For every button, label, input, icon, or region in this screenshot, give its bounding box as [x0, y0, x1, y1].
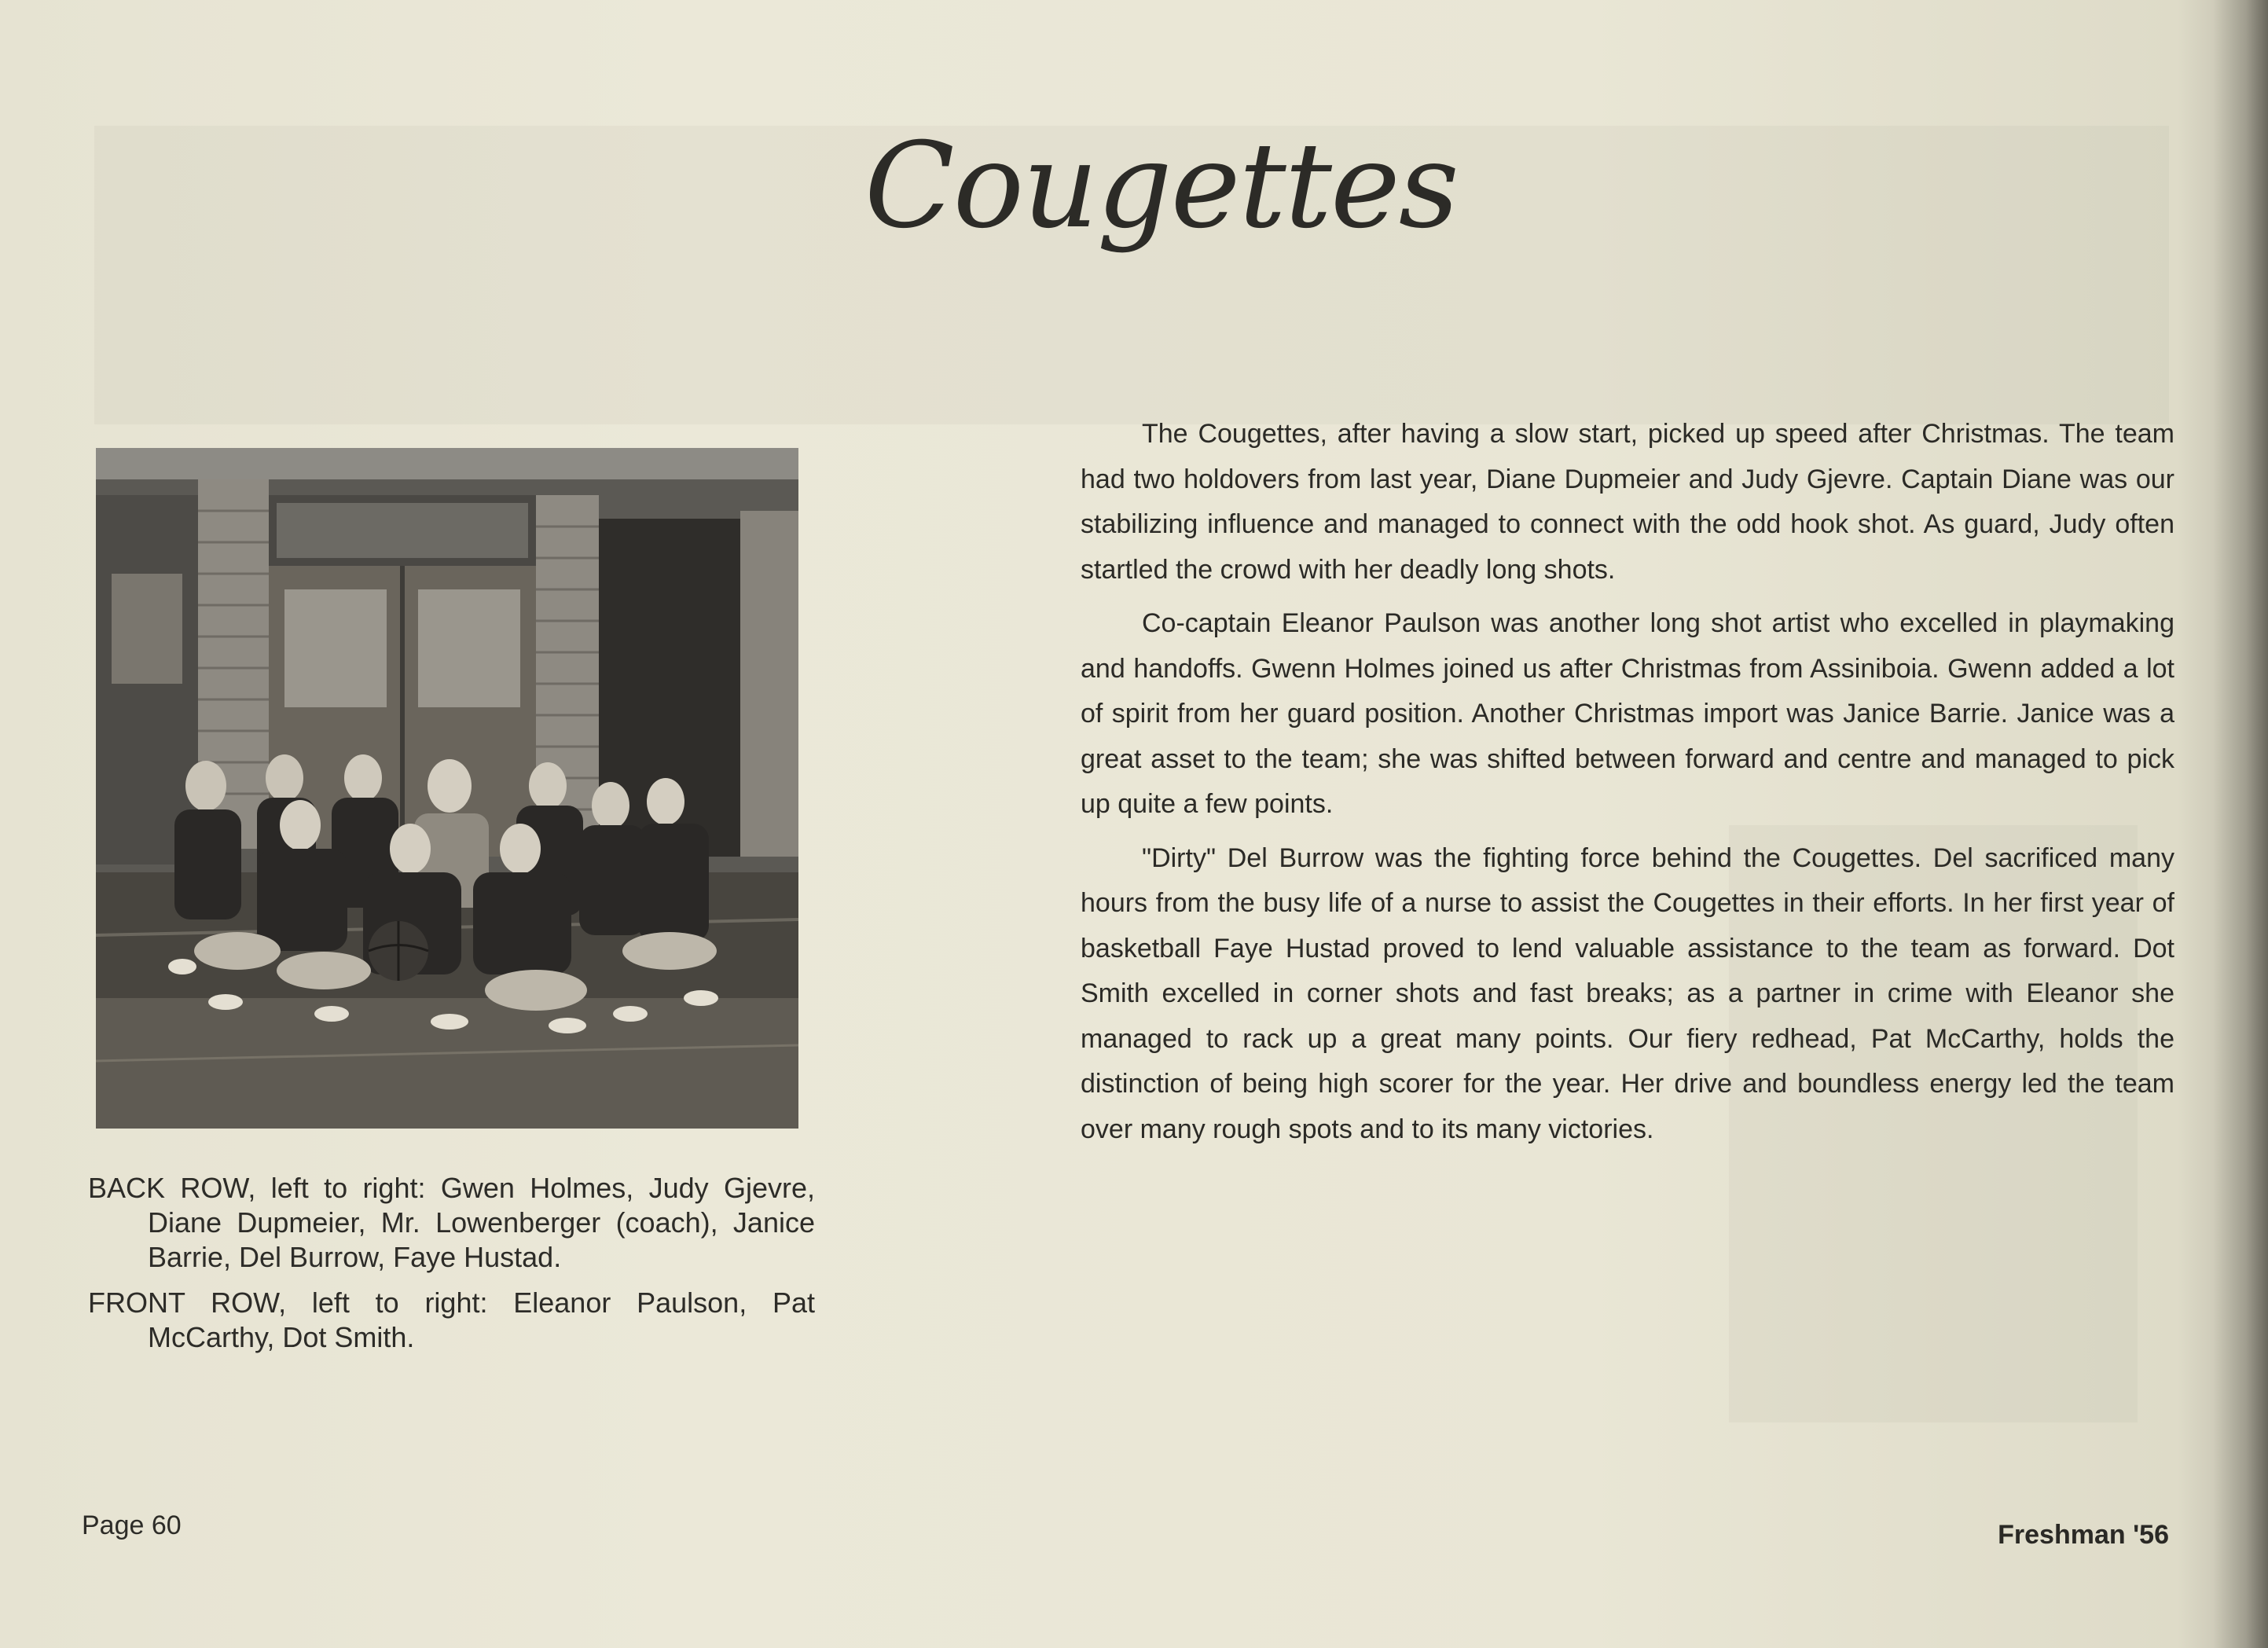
article-paragraph: The Cougettes, after having a slow start, picked up speed after Christmas. The team had two holdovers from last year, Diane Dupmeier and Judy Gjevre. Captain Diane was our stabilizing influence and managed to connect with the odd hook shot. As guard, Judy often startled the crowd with her deadly long shots.	[1081, 419, 2174, 585]
team-photo-image	[96, 448, 798, 1129]
article-paragraph: Co-captain Eleanor Paulson was another long shot artist who excelled in playmaking and handoffs. Gwenn Holmes joined us after Christmas from Assiniboia. Gwenn added a lot of spirit from her guard position. Another Christmas import was Janice Barrie. Janice was a great asset to the team; she was shifted between forward and centre and managed to pick up quite a few points.	[1081, 608, 2174, 819]
photo-caption-front-row	[88, 1286, 815, 1355]
page-title: Cougettes	[864, 118, 1458, 255]
article-body	[1081, 412, 2174, 1161]
photo-caption-back-row	[88, 1171, 815, 1275]
article-paragraph: "Dirty" Del Burrow was the fighting force behind the Cougettes. Del sacrificed many hours from the busy life of a nurse to assist the Cougettes in their efforts. In her first year of basketball Faye Hustad proved to lend valuable assistance to the team as forward. Dot Smith excelled in corner shots and fast breaks; as a partner in crime with Eleanor she managed to rack up a great many points. Our fiery redhead, Pat McCarthy, holds the distinction of being high scorer for the year. Her drive and boundless energy led the team over many rough spots and to its many victories.	[1081, 842, 2174, 1144]
caption-back-row-text: BACK ROW, left to right: Gwen Holmes, Judy Gjevre, Diane Dupmeier, Mr. Lowenberger (coach), Janice Barrie, Del Burrow, Faye Hustad.	[88, 1172, 815, 1273]
team-photo	[96, 448, 798, 1129]
page-number: Page 60	[82, 1510, 182, 1540]
caption-front-row-text: FRONT ROW, left to right: Eleanor Paulson, Pat McCarthy, Dot Smith.	[88, 1286, 815, 1353]
binding-shadow	[2213, 0, 2268, 1648]
publication-footer: Freshman '56	[1998, 1520, 2169, 1550]
